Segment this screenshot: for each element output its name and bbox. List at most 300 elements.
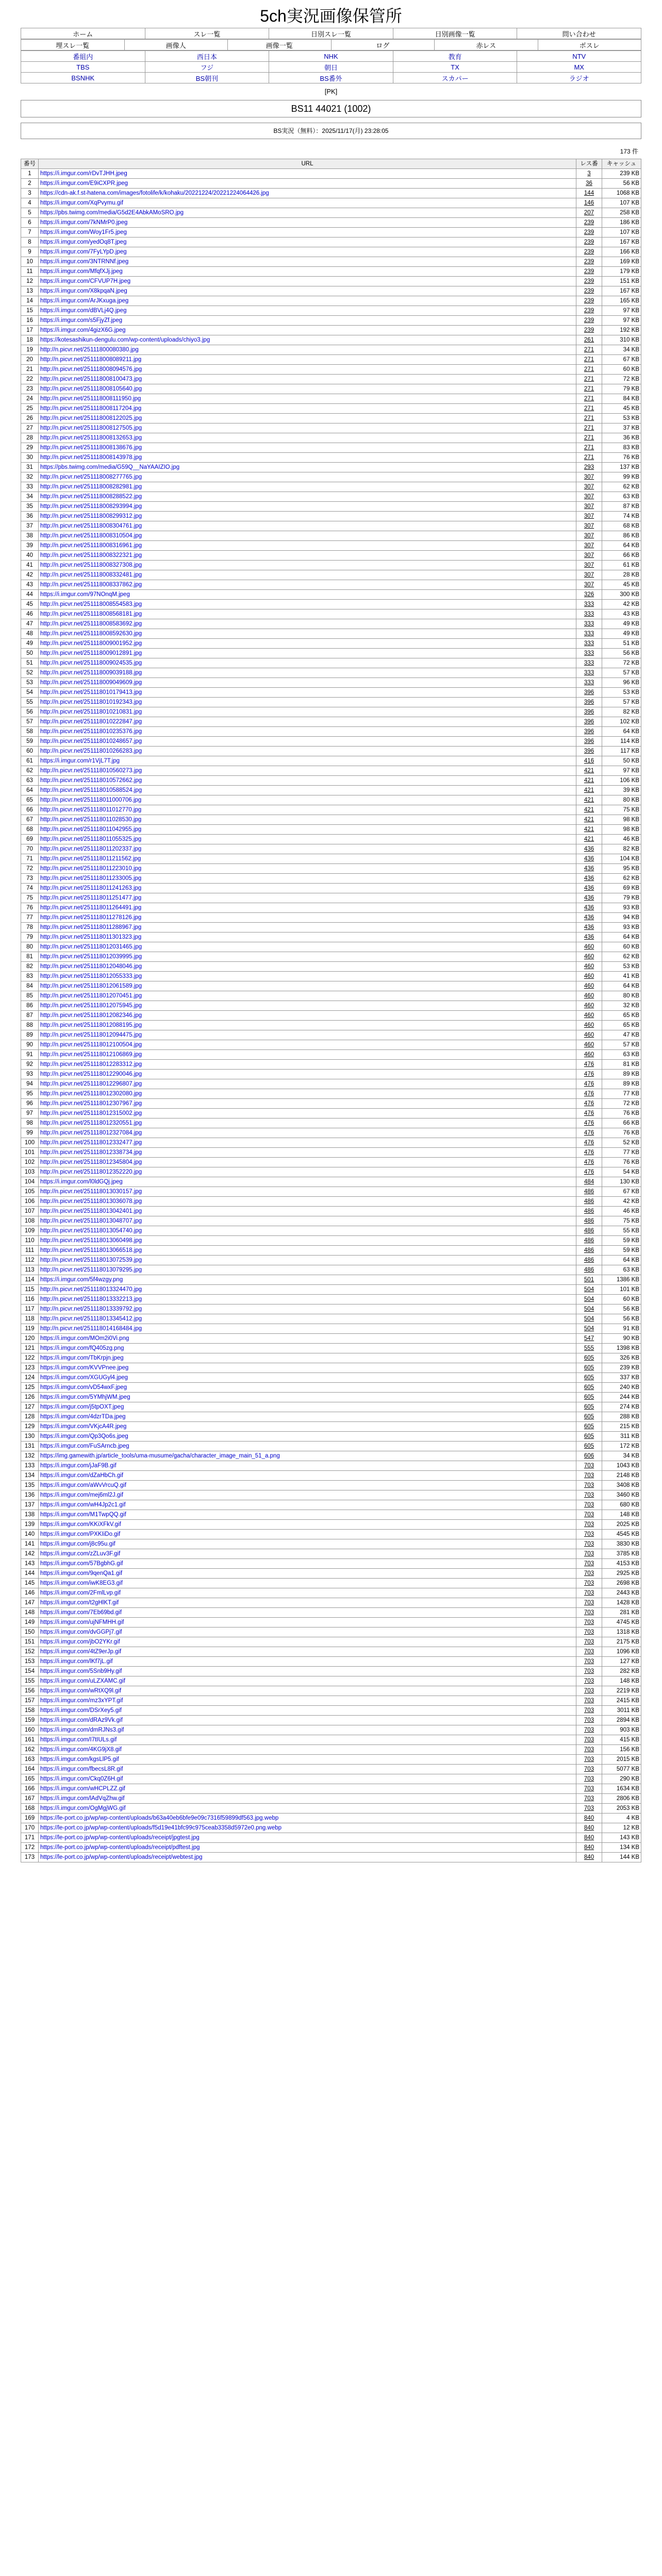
res-number-link[interactable]: 239 (584, 239, 594, 245)
res-number-link[interactable]: 840 (584, 1815, 594, 1821)
image-url-link[interactable]: https://i.imgur.com/s5FjyZf.jpeg (40, 317, 123, 324)
image-url-link[interactable]: https://le-port.co.jp/wp/wp-content/uploads/receipt/pdftest.jpg (40, 1844, 200, 1851)
channel-link-2[interactable]: NHK (324, 52, 338, 60)
res-number-link[interactable]: 271 (584, 444, 594, 451)
res-number-link[interactable]: 504 (584, 1306, 594, 1312)
image-url-link[interactable]: http://n.picvr.net/251118008332481.jpg (40, 571, 142, 578)
res-number-link[interactable]: 703 (584, 1668, 594, 1674)
image-url-link[interactable]: https://i.imgur.com/7kNMrP0.jpeg (40, 219, 128, 226)
res-number-link[interactable]: 421 (584, 787, 594, 793)
image-url-link[interactable]: http://n.picvr.net/251118011012770.jpg (40, 806, 142, 813)
res-number-link[interactable]: 486 (584, 1227, 594, 1234)
image-url-link[interactable]: http://n.picvr.net/251118012061589.jpg (40, 982, 142, 989)
res-number-link[interactable]: 239 (584, 278, 594, 284)
image-url-link[interactable]: https://i.imgur.com/5Snb9Hy.gif (40, 1668, 122, 1674)
image-url-link[interactable]: https://i.imgur.com/kgsLlP5.gif (40, 1756, 119, 1762)
image-url-link[interactable]: http://n.picvr.net/251118008304761.jpg (40, 522, 142, 529)
res-number-link[interactable]: 436 (584, 845, 594, 852)
image-url-link[interactable]: http://n.picvr.net/251118008592630.jpg (40, 630, 142, 637)
image-url-link[interactable]: http://n.picvr.net/251118012075945.jpg (40, 1002, 142, 1009)
res-number-link[interactable]: 307 (584, 532, 594, 539)
res-number-link[interactable]: 271 (584, 425, 594, 431)
res-number-link[interactable]: 239 (584, 229, 594, 235)
res-number-link[interactable]: 703 (584, 1609, 594, 1616)
image-url-link[interactable]: https://i.imgur.com/4tZ9erJp.gif (40, 1648, 122, 1655)
res-number-link[interactable]: 703 (584, 1726, 594, 1733)
res-number-link[interactable]: 476 (584, 1090, 594, 1097)
channel-link-1[interactable]: 西日本 (196, 53, 217, 61)
image-url-link[interactable]: https://i.imgur.com/CFVUP7H.jpeg (40, 278, 131, 284)
res-number-link[interactable]: 476 (584, 1129, 594, 1136)
res-number-link[interactable]: 396 (584, 708, 594, 715)
image-url-link[interactable]: https://i.imgur.com/E9iCXPR.jpeg (40, 180, 128, 187)
nav-main-link-4[interactable]: 問い合わせ (562, 30, 596, 38)
image-url-link[interactable]: http://n.picvr.net/251118010235376.jpg (40, 728, 142, 735)
res-number-link[interactable]: 421 (584, 767, 594, 774)
res-number-link[interactable]: 703 (584, 1462, 594, 1469)
res-number-link[interactable]: 840 (584, 1834, 594, 1841)
image-url-link[interactable]: https://i.imgur.com/fQ405zg.png (40, 1345, 124, 1351)
image-url-link[interactable]: https://i.imgur.com/VKjcA4R.jpeg (40, 1423, 127, 1430)
res-number-link[interactable]: 333 (584, 611, 594, 617)
image-url-link[interactable]: http://n.picvr.net/251118008127505.jpg (40, 425, 142, 431)
image-url-link[interactable]: http://n.picvr.net/251118008337862.jpg (40, 581, 142, 588)
channel-link-0[interactable]: TBS (76, 63, 90, 71)
image-url-link[interactable]: https://i.imgur.com/l0ldGQj.jpeg (40, 1178, 123, 1185)
image-url-link[interactable]: http://n.picvr.net/251118011211562.jpg (40, 855, 141, 862)
image-url-link[interactable]: http://n.picvr.net/251118008100473.jpg (40, 376, 142, 382)
res-number-link[interactable]: 703 (584, 1580, 594, 1586)
res-number-link[interactable]: 486 (584, 1208, 594, 1214)
image-url-link[interactable]: http://n.picvr.net/25111800080380.jpg (40, 346, 139, 353)
res-number-link[interactable]: 703 (584, 1540, 594, 1547)
image-url-link[interactable]: https://i.imgur.com/dZaHbCh.gif (40, 1472, 124, 1479)
res-number-link[interactable]: 504 (584, 1315, 594, 1322)
image-url-link[interactable]: http://n.picvr.net/251118011055325.jpg (40, 836, 142, 842)
image-url-link[interactable]: http://n.picvr.net/251118008554583.jpg (40, 601, 142, 607)
image-url-link[interactable]: https://i.imgur.com/2FmlLvp.gif (40, 1589, 121, 1596)
image-url-link[interactable]: http://n.picvr.net/251118014168484.jpg (40, 1325, 142, 1332)
res-number-link[interactable]: 703 (584, 1629, 594, 1635)
res-number-link[interactable]: 271 (584, 454, 594, 461)
res-number-link[interactable]: 703 (584, 1531, 594, 1537)
image-url-link[interactable]: https://i.imgur.com/mej6ml2J.gif (40, 1492, 124, 1498)
image-url-link[interactable]: https://i.imgur.com/Woy1Fr5.jpeg (40, 229, 127, 235)
image-url-link[interactable]: http://n.picvr.net/251118013332213.jpg (40, 1296, 142, 1302)
res-number-link[interactable]: 239 (584, 307, 594, 314)
image-url-link[interactable]: http://n.picvr.net/251118013324470.jpg (40, 1286, 142, 1293)
image-url-link[interactable]: https://i.imgur.com/TbKrpjn.jpeg (40, 1354, 124, 1361)
image-url-link[interactable]: https://le-port.co.jp/wp/wp-content/uploads/receipt/jpgtest.jpg (40, 1834, 200, 1841)
res-number-link[interactable]: 504 (584, 1286, 594, 1293)
image-url-link[interactable]: http://n.picvr.net/251118008138676.jpg (40, 444, 142, 451)
res-number-link[interactable]: 307 (584, 493, 594, 500)
res-number-link[interactable]: 605 (584, 1413, 594, 1420)
image-url-link[interactable]: http://n.picvr.net/251118010222847.jpg (40, 718, 142, 725)
res-number-link[interactable]: 333 (584, 650, 594, 656)
res-number-link[interactable]: 271 (584, 366, 594, 372)
image-url-link[interactable]: http://n.picvr.net/251118012088195.jpg (40, 1022, 142, 1028)
res-number-link[interactable]: 436 (584, 914, 594, 921)
res-number-link[interactable]: 703 (584, 1658, 594, 1665)
image-url-link[interactable]: http://n.picvr.net/251118012048046.jpg (40, 963, 142, 970)
res-number-link[interactable]: 476 (584, 1080, 594, 1087)
image-url-link[interactable]: http://n.picvr.net/251118011278126.jpg (40, 914, 142, 921)
res-number-link[interactable]: 703 (584, 1560, 594, 1567)
res-number-link[interactable]: 460 (584, 1041, 594, 1048)
res-number-link[interactable]: 460 (584, 1031, 594, 1038)
image-url-link[interactable]: https://i.imgur.com/vD54wxF.jpeg (40, 1384, 127, 1391)
image-url-link[interactable]: https://i.imgur.com/5f4wzgy.png (40, 1276, 123, 1283)
res-number-link[interactable]: 307 (584, 581, 594, 588)
image-url-link[interactable]: http://n.picvr.net/251118010266283.jpg (40, 748, 142, 754)
res-number-link[interactable]: 460 (584, 992, 594, 999)
image-url-link[interactable]: http://n.picvr.net/251118008568181.jpg (40, 611, 142, 617)
image-url-link[interactable]: https://img.gamewith.jp/article_tools/uma-musume/gacha/character_image_main_51_a.png (40, 1452, 280, 1459)
image-url-link[interactable]: http://n.picvr.net/251118012307967.jpg (40, 1100, 142, 1107)
nav-sub-link-0[interactable]: 埋スレ一覧 (56, 41, 90, 49)
image-url-link[interactable]: https://i.imgur.com/KVVPnee.jpeg (40, 1364, 129, 1371)
res-number-link[interactable]: 36 (586, 180, 592, 187)
image-url-link[interactable]: http://n.picvr.net/251118013036078.jpg (40, 1198, 142, 1205)
image-url-link[interactable]: https://pbs.twimg.com/media/G5d2E4AbkAMoSRO.jpg (40, 209, 184, 216)
image-url-link[interactable]: http://n.picvr.net/251118010192343.jpg (40, 699, 142, 705)
image-url-link[interactable]: https://i.imgur.com/wH4Jp2c1.gif (40, 1501, 126, 1508)
channel-link-2[interactable]: 朝日 (324, 63, 338, 72)
image-url-link[interactable]: https://i.imgur.com/lKf7jL.gif (40, 1658, 113, 1665)
res-number-link[interactable]: 703 (584, 1687, 594, 1694)
image-url-link[interactable]: https://i.imgur.com/FuSArncb.jpeg (40, 1443, 129, 1449)
image-url-link[interactable]: http://n.picvr.net/251118011288967.jpg (40, 924, 142, 930)
res-number-link[interactable]: 703 (584, 1648, 594, 1655)
res-number-link[interactable]: 703 (584, 1795, 594, 1802)
res-number-link[interactable]: 436 (584, 865, 594, 872)
res-number-link[interactable]: 703 (584, 1521, 594, 1528)
image-url-link[interactable]: https://i.imgur.com/r1VjL7T.jpg (40, 757, 120, 764)
res-number-link[interactable]: 840 (584, 1854, 594, 1860)
res-number-link[interactable]: 703 (584, 1570, 594, 1577)
image-url-link[interactable]: http://n.picvr.net/251118013030157.jpg (40, 1188, 142, 1195)
image-url-link[interactable]: https://i.imgur.com/MfqfXJj.jpeg (40, 268, 123, 275)
res-number-link[interactable]: 476 (584, 1149, 594, 1156)
image-url-link[interactable]: http://n.picvr.net/251118010210831.jpg (40, 708, 142, 715)
res-number-link[interactable]: 239 (584, 297, 594, 304)
res-number-link[interactable]: 703 (584, 1677, 594, 1684)
res-number-link[interactable]: 460 (584, 943, 594, 950)
image-url-link[interactable]: http://n.picvr.net/251118012320551.jpg (40, 1120, 142, 1126)
res-number-link[interactable]: 271 (584, 356, 594, 363)
image-url-link[interactable]: http://n.picvr.net/251118013060498.jpg (40, 1237, 142, 1244)
image-url-link[interactable]: http://n.picvr.net/251118011241263.jpg (40, 885, 142, 891)
res-number-link[interactable]: 605 (584, 1423, 594, 1430)
image-url-link[interactable]: http://n.picvr.net/251118008132653.jpg (40, 434, 142, 441)
res-number-link[interactable]: 333 (584, 630, 594, 637)
image-url-link[interactable]: https://i.imgur.com/ujNFMHH.gif (40, 1619, 124, 1625)
image-url-link[interactable]: https://i.imgur.com/rDvTJHH.jpeg (40, 170, 127, 177)
res-number-link[interactable]: 421 (584, 816, 594, 823)
res-number-link[interactable]: 703 (584, 1550, 594, 1557)
nav-main-link-0[interactable]: ホーム (73, 30, 93, 38)
image-url-link[interactable]: https://i.imgur.com/iwK8EG3.gif (40, 1580, 123, 1586)
res-number-link[interactable]: 504 (584, 1296, 594, 1302)
image-url-link[interactable]: https://i.imgur.com/aWvVrcuQ.gif (40, 1482, 127, 1488)
res-number-link[interactable]: 307 (584, 562, 594, 568)
res-number-link[interactable]: 239 (584, 258, 594, 265)
image-url-link[interactable]: http://n.picvr.net/251118008277765.jpg (40, 473, 142, 480)
image-url-link[interactable]: https://i.imgur.com/7FyLYpD.jpeg (40, 248, 127, 255)
res-number-link[interactable]: 293 (584, 464, 594, 470)
image-url-link[interactable]: https://i.imgur.com/dBVLj4Q.jpeg (40, 307, 127, 314)
image-url-link[interactable]: https://i.imgur.com/Ckq0Z6H.gif (40, 1775, 123, 1782)
res-number-link[interactable]: 333 (584, 659, 594, 666)
image-url-link[interactable]: http://n.picvr.net/251118012283312.jpg (40, 1061, 142, 1067)
image-url-link[interactable]: http://n.picvr.net/251118011042955.jpg (40, 826, 142, 833)
image-url-link[interactable]: http://n.picvr.net/251118008105640.jpg (40, 385, 142, 392)
image-url-link[interactable]: https://i.imgur.com/wHCPLZZ.gif (40, 1785, 125, 1792)
channel-link-1[interactable]: フジ (200, 63, 214, 72)
nav-sub-link-1[interactable]: 画像人 (166, 41, 186, 49)
res-number-link[interactable]: 460 (584, 953, 594, 960)
image-url-link[interactable]: https://i.imgur.com/57BgbhG.gif (40, 1560, 123, 1567)
image-url-link[interactable]: https://i.imgur.com/jbO2YKr.gif (40, 1638, 120, 1645)
image-url-link[interactable]: http://n.picvr.net/251118013042401.jpg (40, 1208, 142, 1214)
res-number-link[interactable]: 486 (584, 1217, 594, 1224)
res-number-link[interactable]: 436 (584, 904, 594, 911)
res-number-link[interactable]: 396 (584, 699, 594, 705)
channel-link-4[interactable]: ラジオ (569, 74, 589, 82)
res-number-link[interactable]: 239 (584, 327, 594, 333)
res-number-link[interactable]: 261 (584, 336, 594, 343)
res-number-link[interactable]: 239 (584, 317, 594, 324)
res-number-link[interactable]: 605 (584, 1384, 594, 1391)
image-url-link[interactable]: http://n.picvr.net/251118009012891.jpg (40, 650, 142, 656)
image-url-link[interactable]: http://n.picvr.net/251118011000706.jpg (40, 796, 142, 803)
image-url-link[interactable]: https://i.imgur.com/dvGGPj7.gif (40, 1629, 122, 1635)
res-number-link[interactable]: 460 (584, 1012, 594, 1019)
image-url-link[interactable]: https://i.imgur.com/7Eb69bd.gif (40, 1609, 122, 1616)
channel-link-4[interactable]: NTV (572, 52, 586, 60)
image-url-link[interactable]: https://i.imgur.com/97NOnqM.jpeg (40, 591, 130, 598)
res-number-link[interactable]: 436 (584, 875, 594, 882)
res-number-link[interactable]: 3 (587, 170, 591, 177)
image-url-link[interactable]: http://n.picvr.net/251118011028530.jpg (40, 816, 142, 823)
res-number-link[interactable]: 396 (584, 718, 594, 725)
res-number-link[interactable]: 421 (584, 826, 594, 833)
image-url-link[interactable]: http://n.picvr.net/251118008094576.jpg (40, 366, 142, 372)
res-number-link[interactable]: 239 (584, 248, 594, 255)
image-url-link[interactable]: https://i.imgur.com/4gizX6G.jpeg (40, 327, 126, 333)
image-url-link[interactable]: https://i.imgur.com/DSrXey5.gif (40, 1707, 122, 1714)
res-number-link[interactable]: 703 (584, 1736, 594, 1743)
channel-link-3[interactable]: スカパー (441, 74, 469, 82)
res-number-link[interactable]: 396 (584, 689, 594, 696)
nav-sub-link-2[interactable]: 画像一覧 (266, 41, 293, 49)
image-url-link[interactable]: https://i.imgur.com/M1TwpQQ.gif (40, 1511, 126, 1518)
image-url-link[interactable]: https://i.imgur.com/XqPvymu.gif (40, 199, 124, 206)
res-number-link[interactable]: 460 (584, 1022, 594, 1028)
res-number-link[interactable]: 460 (584, 982, 594, 989)
image-url-link[interactable]: http://n.picvr.net/251118012055333.jpg (40, 973, 142, 979)
res-number-link[interactable]: 144 (584, 190, 594, 196)
res-number-link[interactable]: 307 (584, 483, 594, 490)
res-number-link[interactable]: 703 (584, 1482, 594, 1488)
nav-sub-link-3[interactable]: ログ (376, 41, 390, 49)
res-number-link[interactable]: 840 (584, 1824, 594, 1831)
res-number-link[interactable]: 476 (584, 1120, 594, 1126)
nav-main-link-1[interactable]: スレ一覧 (193, 30, 221, 38)
image-url-link[interactable]: http://n.picvr.net/251118009001952.jpg (40, 640, 142, 647)
res-number-link[interactable]: 271 (584, 346, 594, 353)
image-url-link[interactable]: http://n.picvr.net/251118010248657.jpg (40, 738, 142, 744)
image-url-link[interactable]: http://n.picvr.net/251118008583692.jpg (40, 620, 142, 627)
res-number-link[interactable]: 840 (584, 1844, 594, 1851)
res-number-link[interactable]: 703 (584, 1599, 594, 1606)
image-url-link[interactable]: http://n.picvr.net/251118008322321.jpg (40, 552, 142, 558)
image-url-link[interactable]: https://le-port.co.jp/wp/wp-content/uploads/receipt/webtest.jpg (40, 1854, 203, 1860)
res-number-link[interactable]: 484 (584, 1178, 594, 1185)
image-url-link[interactable]: http://n.picvr.net/251118012315002.jpg (40, 1110, 142, 1116)
image-url-link[interactable]: https://i.imgur.com/dmRJNs3.gif (40, 1726, 124, 1733)
site-title[interactable]: 5ch実況画像保管所 (260, 7, 402, 25)
image-url-link[interactable]: https://pbs.twimg.com/media/G59Q__NaYAAIZIO.jpg (40, 464, 180, 470)
image-url-link[interactable]: http://n.picvr.net/251118009024535.jpg (40, 659, 142, 666)
image-url-link[interactable]: https://i.imgur.com/Qp3Qo6s.jpeg (40, 1433, 128, 1439)
nav-sub-link-5[interactable]: ポスレ (579, 41, 600, 49)
image-url-link[interactable]: https://i.imgur.com/5YMhjWM.jpeg (40, 1394, 130, 1400)
image-url-link[interactable]: http://n.picvr.net/251118012327084.jpg (40, 1129, 142, 1136)
res-number-link[interactable]: 476 (584, 1100, 594, 1107)
res-number-link[interactable]: 486 (584, 1188, 594, 1195)
res-number-link[interactable]: 239 (584, 268, 594, 275)
res-number-link[interactable]: 271 (584, 395, 594, 402)
image-url-link[interactable]: http://n.picvr.net/251118013054740.jpg (40, 1227, 142, 1234)
channel-link-4[interactable]: MX (574, 63, 584, 71)
res-number-link[interactable]: 486 (584, 1247, 594, 1253)
image-url-link[interactable]: https://kotesashikun-dengulu.com/wp-content/uploads/chiyo3.jpg (40, 336, 210, 343)
image-url-link[interactable]: http://n.picvr.net/251118008316961.jpg (40, 542, 142, 549)
channel-link-3[interactable]: TX (451, 63, 459, 71)
res-number-link[interactable]: 271 (584, 385, 594, 392)
image-url-link[interactable]: https://i.imgur.com/wRtXQ9l.gif (40, 1687, 122, 1694)
res-number-link[interactable]: 421 (584, 796, 594, 803)
res-number-link[interactable]: 605 (584, 1443, 594, 1449)
res-number-link[interactable]: 703 (584, 1756, 594, 1762)
res-number-link[interactable]: 605 (584, 1394, 594, 1400)
image-url-link[interactable]: http://n.picvr.net/251118010572662.jpg (40, 777, 142, 784)
res-number-link[interactable]: 460 (584, 1051, 594, 1058)
res-number-link[interactable]: 271 (584, 405, 594, 412)
res-number-link[interactable]: 703 (584, 1511, 594, 1518)
res-number-link[interactable]: 460 (584, 963, 594, 970)
res-number-link[interactable]: 416 (584, 757, 594, 764)
res-number-link[interactable]: 605 (584, 1403, 594, 1410)
image-url-link[interactable]: http://n.picvr.net/251118011223010.jpg (40, 865, 142, 872)
res-number-link[interactable]: 476 (584, 1168, 594, 1175)
image-url-link[interactable]: http://n.picvr.net/251118011233005.jpg (40, 875, 142, 882)
image-url-link[interactable]: http://n.picvr.net/251118013072539.jpg (40, 1257, 142, 1263)
channel-link-3[interactable]: 教育 (448, 53, 462, 61)
res-number-link[interactable]: 703 (584, 1805, 594, 1811)
image-url-link[interactable]: https://i.imgur.com/j8c95u.gif (40, 1540, 115, 1547)
res-number-link[interactable]: 271 (584, 376, 594, 382)
res-number-link[interactable]: 703 (584, 1589, 594, 1596)
image-url-link[interactable]: https://i.imgur.com/zZLuv3F.gif (40, 1550, 121, 1557)
image-url-link[interactable]: http://n.picvr.net/251118011251477.jpg (40, 894, 142, 901)
res-number-link[interactable]: 504 (584, 1325, 594, 1332)
image-url-link[interactable]: https://i.imgur.com/OgMgjWG.gif (40, 1805, 126, 1811)
image-url-link[interactable]: http://n.picvr.net/251118008111950.jpg (40, 395, 141, 402)
image-url-link[interactable]: https://i.imgur.com/lAdVqZhw.gif (40, 1795, 125, 1802)
image-url-link[interactable]: http://n.picvr.net/251118012070451.jpg (40, 992, 142, 999)
image-url-link[interactable]: http://n.picvr.net/251118008299312.jpg (40, 513, 142, 519)
res-number-link[interactable]: 436 (584, 855, 594, 862)
image-url-link[interactable]: https://i.imgur.com/uLZXAMC.gif (40, 1677, 125, 1684)
res-number-link[interactable]: 146 (584, 199, 594, 206)
image-url-link[interactable]: https://cdn-ak.f.st-hatena.com/images/fotolife/k/kohaku/20221224/20221224064426.jpg (40, 190, 269, 196)
image-url-link[interactable]: https://i.imgur.com/dRAz9Vk.gif (40, 1717, 123, 1723)
res-number-link[interactable]: 326 (584, 591, 594, 598)
image-url-link[interactable]: http://n.picvr.net/251118012345804.jpg (40, 1159, 142, 1165)
res-number-link[interactable]: 486 (584, 1237, 594, 1244)
image-url-link[interactable]: http://n.picvr.net/251118012302080.jpg (40, 1090, 142, 1097)
image-url-link[interactable]: http://n.picvr.net/251118012100504.jpg (40, 1041, 142, 1048)
res-number-link[interactable]: 703 (584, 1492, 594, 1498)
image-url-link[interactable]: https://i.imgur.com/yedOq8T.jpeg (40, 239, 127, 245)
image-url-link[interactable]: http://n.picvr.net/251118008089211.jpg (40, 356, 142, 363)
image-url-link[interactable]: http://n.picvr.net/251118008282981.jpg (40, 483, 142, 490)
res-number-link[interactable]: 307 (584, 571, 594, 578)
image-url-link[interactable]: https://i.imgur.com/t2gHlKT.gif (40, 1599, 119, 1606)
res-number-link[interactable]: 271 (584, 434, 594, 441)
res-number-link[interactable]: 703 (584, 1717, 594, 1723)
res-number-link[interactable]: 307 (584, 473, 594, 480)
image-url-link[interactable]: http://n.picvr.net/251118012031465.jpg (40, 943, 142, 950)
res-number-link[interactable]: 436 (584, 885, 594, 891)
res-number-link[interactable]: 486 (584, 1198, 594, 1205)
image-url-link[interactable]: http://n.picvr.net/251118010588524.jpg (40, 787, 142, 793)
image-url-link[interactable]: http://n.picvr.net/251118011202337.jpg (40, 845, 142, 852)
image-url-link[interactable]: http://n.picvr.net/251118012296807.jpg (40, 1080, 142, 1087)
res-number-link[interactable]: 703 (584, 1638, 594, 1645)
channel-link-0[interactable]: BSNHK (71, 74, 95, 82)
res-number-link[interactable]: 703 (584, 1472, 594, 1479)
res-number-link[interactable]: 207 (584, 209, 594, 216)
image-url-link[interactable]: https://i.imgur.com/9qenQa1.gif (40, 1570, 123, 1577)
res-number-link[interactable]: 421 (584, 836, 594, 842)
image-url-link[interactable]: https://i.imgur.com/KKiXFkV.gif (40, 1521, 121, 1528)
image-url-link[interactable]: https://i.imgur.com/j5tpOXT.jpeg (40, 1403, 124, 1410)
nav-main-link-2[interactable]: 日別スレ一覧 (310, 30, 351, 38)
res-number-link[interactable]: 547 (584, 1335, 594, 1342)
res-number-link[interactable]: 703 (584, 1746, 594, 1753)
image-url-link[interactable]: http://n.picvr.net/251118012094475.jpg (40, 1031, 142, 1038)
res-number-link[interactable]: 421 (584, 806, 594, 813)
channel-link-1[interactable]: BS朝刊 (195, 74, 219, 82)
nav-main-link-3[interactable]: 日別画像一覧 (435, 30, 475, 38)
res-number-link[interactable]: 476 (584, 1159, 594, 1165)
res-number-link[interactable]: 476 (584, 1110, 594, 1116)
res-number-link[interactable]: 436 (584, 924, 594, 930)
image-url-link[interactable]: https://i.imgur.com/4dzrTDa.jpeg (40, 1413, 126, 1420)
res-number-link[interactable]: 333 (584, 679, 594, 686)
res-number-link[interactable]: 555 (584, 1345, 594, 1351)
res-number-link[interactable]: 605 (584, 1374, 594, 1381)
res-number-link[interactable]: 703 (584, 1766, 594, 1772)
pk-link[interactable]: [PK] (324, 88, 338, 95)
res-number-link[interactable]: 476 (584, 1061, 594, 1067)
image-url-link[interactable]: https://le-port.co.jp/wp/wp-content/uploads/f5d19e41bfc99c975ceab3358d5972e0.png.webp (40, 1824, 282, 1831)
res-number-link[interactable]: 333 (584, 669, 594, 676)
